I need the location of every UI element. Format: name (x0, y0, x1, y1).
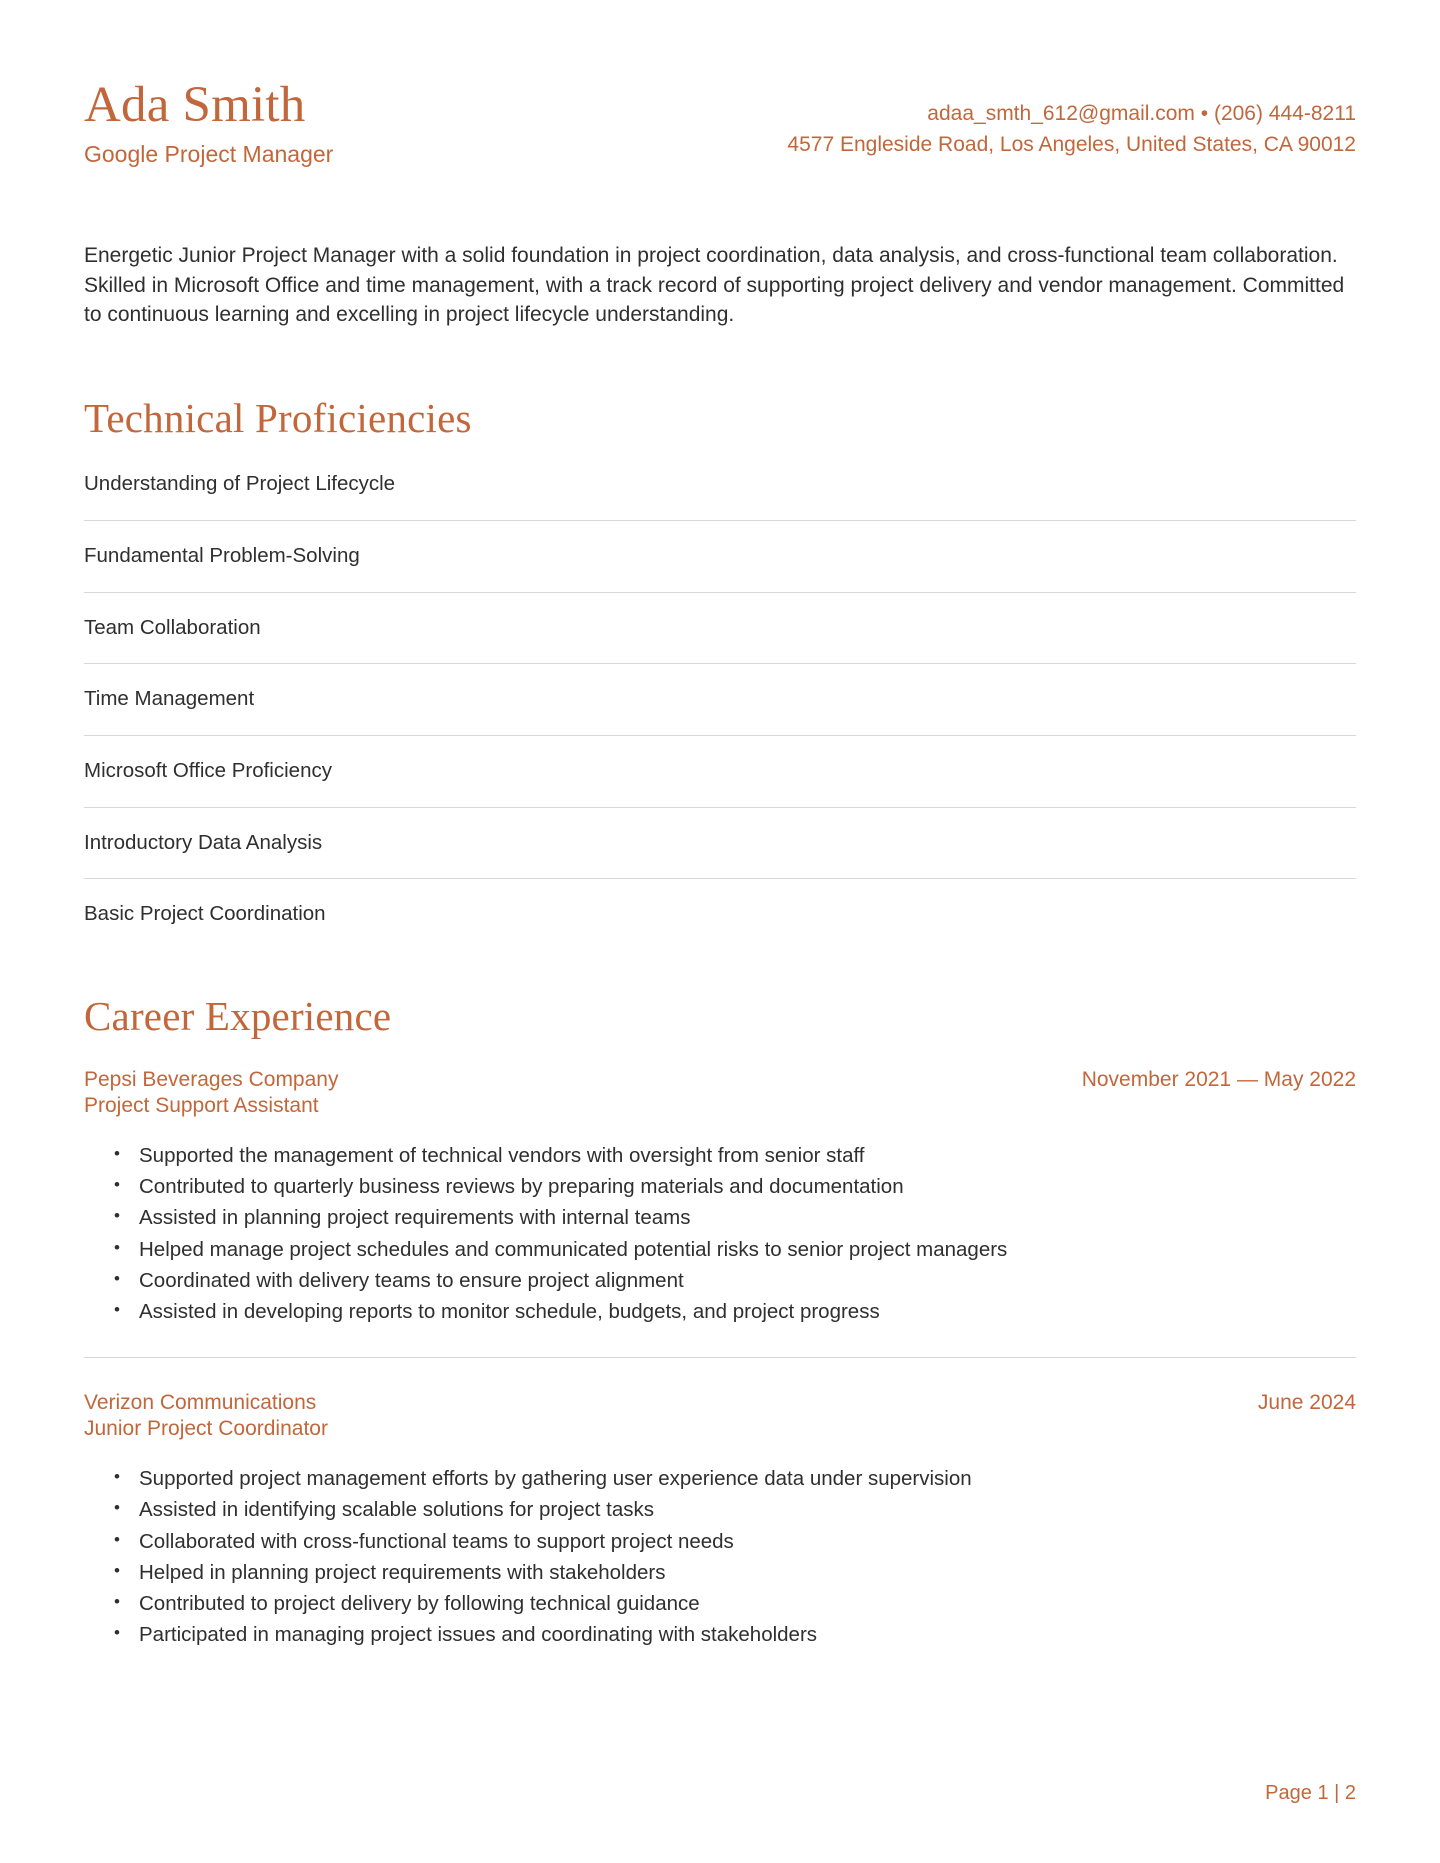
experience-entry-header (84, 1067, 1356, 1118)
experience-entry-identity (84, 1390, 1228, 1441)
responsibility-item: • Assisted in developing reports to monitor schedule, budgets, and project progress (112, 1296, 1356, 1327)
responsibility-item: • Supported project management efforts by gathering user experience data under supervision (112, 1463, 1356, 1494)
experience-entry-header (84, 1390, 1356, 1441)
employment-dates: June 2024 (1257, 1391, 1356, 1415)
skill-item: Basic Project Coordination (84, 902, 326, 926)
responsibility-list (84, 1463, 1356, 1650)
skill-item: Microsoft Office Proficiency (84, 758, 1356, 808)
experience-entry-identity (84, 1067, 1052, 1118)
contact-email-phone: adaa_smth_612@gmail.com • (206) 444-8211 (927, 102, 1356, 125)
skills-list (84, 471, 1356, 927)
page-indicator: Page 1 | 2 (1265, 1782, 1356, 1804)
responsibility-item: • Collaborated with cross-functional teams to support project needs (112, 1526, 1356, 1557)
contact-block (787, 78, 1356, 160)
responsibility-item: • Assisted in identifying scalable solutions for project tasks (112, 1494, 1356, 1525)
experience-entry (84, 1067, 1356, 1358)
technical-proficiencies-section (84, 396, 1356, 928)
responsibility-list (84, 1140, 1356, 1327)
career-experience-section (84, 994, 1356, 1650)
experience-list (84, 1067, 1356, 1650)
responsibility-item: • Assisted in planning project requirements with internal teams (112, 1202, 1356, 1233)
responsibility-item: • Helped manage project schedules and communicated potential risks to senior project managers (112, 1234, 1356, 1265)
contact-address: 4577 Engleside Road, Los Angeles, United States, CA 90012 (787, 133, 1356, 157)
resume-header (84, 70, 1356, 169)
identity-block (84, 78, 333, 169)
responsibility-item: • Helped in planning project requirements with stakeholders (112, 1557, 1356, 1588)
experience-entry (84, 1390, 1356, 1650)
candidate-job-title: Google Project Manager (84, 141, 334, 168)
responsibility-item: • Supported the management of technical vendors with oversight from senior staff (112, 1140, 1356, 1171)
skill-item: Team Collaboration (84, 615, 1356, 665)
professional-summary: Energetic Junior Project Manager with a solid foundation in project coordination, data analysis, and cross-functional team collaboration. Skilled in Microsoft Office and time management, with a track record of supporting project delivery and vendor management. Committed to continuous learning and excelling in project lifecycle understanding. (84, 243, 1345, 327)
responsibility-item: • Contributed to quarterly business reviews by preparing materials and documentation (112, 1171, 1356, 1202)
job-role: Project Support Assistant (84, 1093, 319, 1117)
employment-dates: November 2021 — May 2022 (1081, 1067, 1356, 1091)
skill-item: Time Management (84, 686, 1356, 736)
employer-name: Verizon Communications (84, 1391, 317, 1415)
job-role: Junior Project Coordinator (84, 1416, 328, 1440)
responsibility-item: • Coordinated with delivery teams to ensure project alignment (112, 1265, 1356, 1296)
responsibility-item: • Contributed to project delivery by following technical guidance (112, 1588, 1356, 1619)
skill-item: Fundamental Problem-Solving (84, 543, 1356, 593)
candidate-name: Ada Smith (84, 77, 306, 133)
section-title-experience: Career Experience (84, 992, 392, 1039)
skill-item: Understanding of Project Lifecycle (84, 471, 1356, 521)
employer-name: Pepsi Beverages Company (84, 1067, 339, 1091)
section-title-skills: Technical Proficiencies (84, 395, 472, 442)
skill-item: Introductory Data Analysis (84, 830, 1356, 880)
responsibility-item: • Participated in managing project issues and coordinating with stakeholders (112, 1619, 1356, 1650)
